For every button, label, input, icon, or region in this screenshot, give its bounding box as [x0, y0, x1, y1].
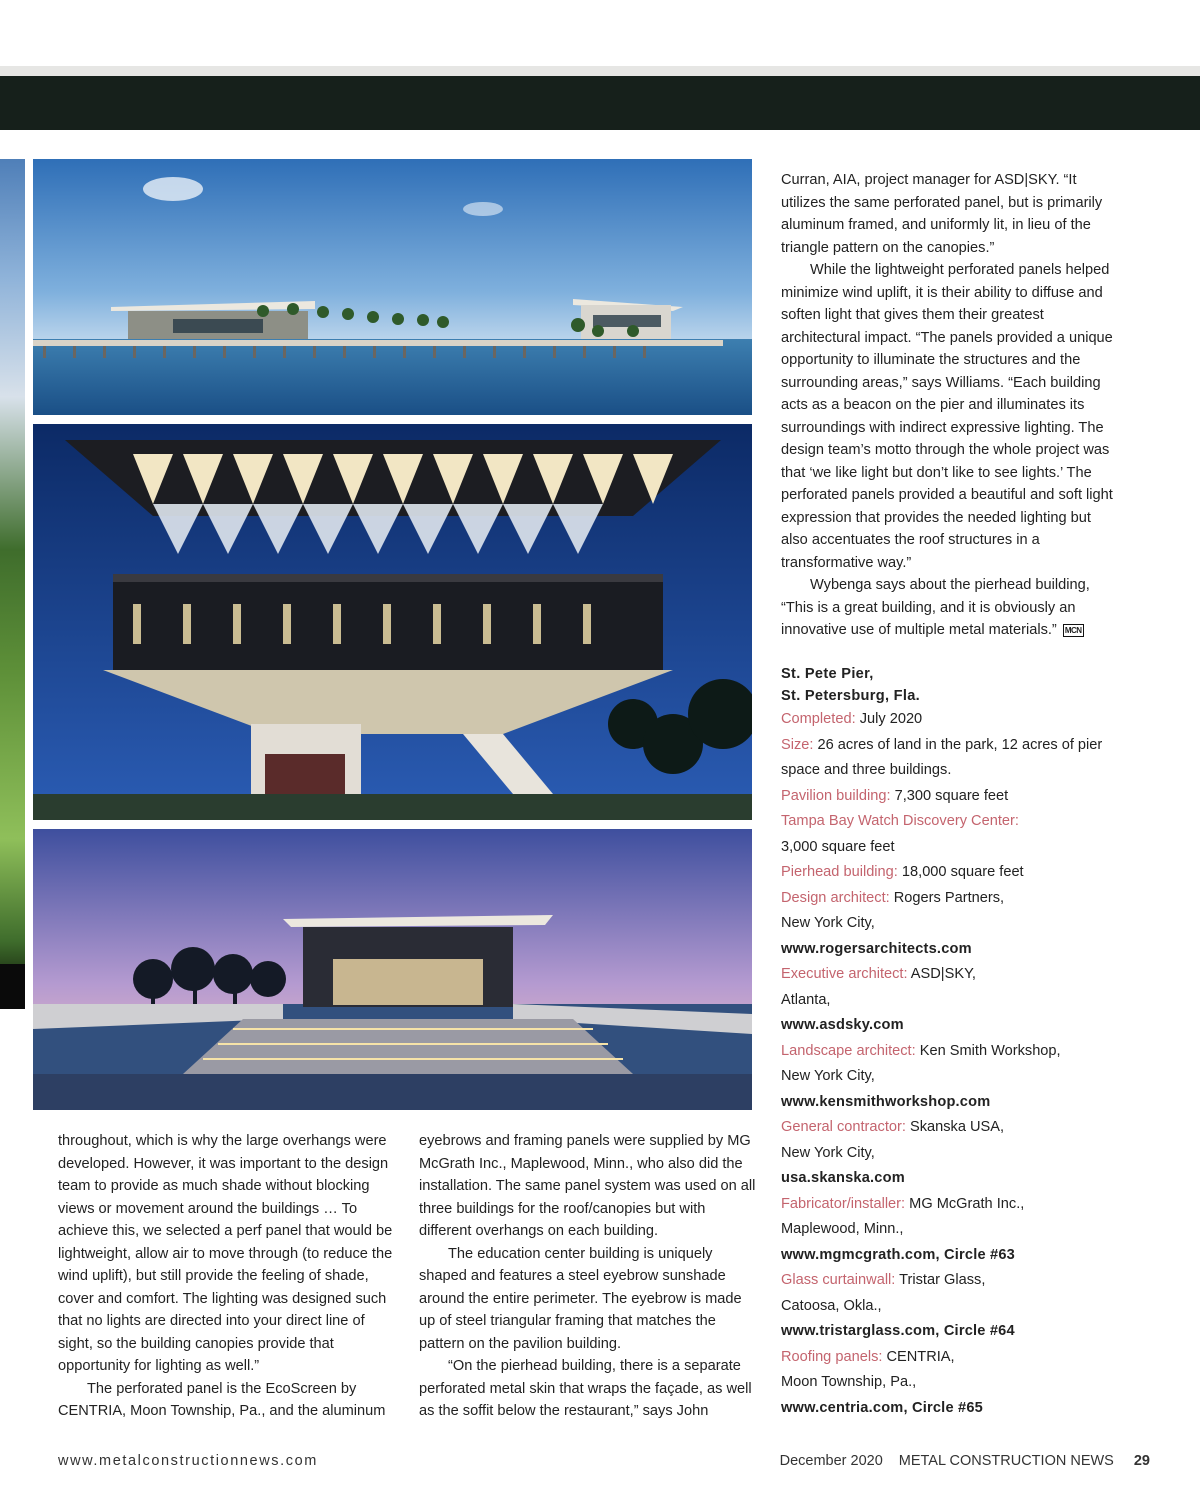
factbox-exec-url-link[interactable]: www.asdsky.com	[781, 1017, 904, 1033]
factbox-size: Size: 26 acres of land in the park, 12 acres of pier space and three buildings.	[781, 736, 1103, 778]
factbox-landscape-url-link[interactable]: www.kensmithworkshop.com	[781, 1093, 991, 1110]
article-column-2	[419, 1130, 759, 1423]
factbox-exec-city: Atlanta,	[781, 991, 831, 1008]
factbox-pavilion: Pavilion building: 7,300 square feet	[781, 787, 1009, 804]
photo-pierhead-building	[33, 424, 752, 820]
factbox-fab-city: Maplewood, Minn.,	[781, 1221, 904, 1237]
footer-magazine-name: METAL CONSTRUCTION NEWS	[898, 1453, 1114, 1469]
factbox-design-city: New York City,	[781, 915, 875, 931]
factbox-general-contractor: General contractor: Skanska USA,	[781, 1119, 1005, 1135]
header-band	[0, 76, 1200, 130]
factbox-title-line-1: St. Pete Pier,	[781, 666, 874, 682]
left-edge-photo-strip	[0, 159, 25, 1009]
factbox-fabricator: Fabricator/installer: MG McGrath Inc.,	[781, 1195, 1025, 1212]
factbox-gc-city: New York City,	[781, 1144, 875, 1161]
article-column-1	[58, 1130, 398, 1423]
factbox-glass-url-link[interactable]: www.tristarglass.com, Circle #64	[781, 1323, 1015, 1339]
project-fact-box	[781, 663, 1141, 1421]
article-column-3	[781, 169, 1116, 642]
factbox-glass: Glass curtainwall: Tristar Glass,	[781, 1272, 986, 1288]
col2-paragraph-3: “On the pierhead building, there is a separate perforated metal skin that wraps the façade, as well as the soffit below the restaurant,” says John	[419, 1358, 752, 1419]
col3-paragraph-2: While the lightweight perforated panels helped minimize wind uplift, it is their ability to diffuse and soften light that gives them their greatest architectural impact. “The panels provided a unique opportunity to illuminate the structures and the surrounding areas,” says Williams. “Each building acts as a beacon on the pier and illuminates its surroundings with indirect expressive lighting. The design team’s motto through the whole project was that ‘we like light but don’t like to see lights.’ The perforated panels provided a beautiful and soft light expression that provides the needed lighting but also accentuates the roof structures in a transformative way.”	[781, 262, 1113, 571]
footer-date: December 2020	[779, 1453, 883, 1469]
factbox-design-architect: Design architect: Rogers Partners,	[781, 889, 1005, 906]
factbox-fab-url-link[interactable]: www.mgmcgrath.com, Circle #63	[781, 1246, 1015, 1263]
factbox-roof-city: Moon Township, Pa.,	[781, 1374, 917, 1390]
factbox-roof-url-link[interactable]: www.centria.com, Circle #65	[781, 1399, 983, 1416]
factbox-gc-url-link[interactable]: usa.skanska.com	[781, 1170, 905, 1186]
col3-paragraph-1: Curran, AIA, project manager for ASD|SKY. “It utilizes the same perforated panel, but is primarily aluminum framed, and uniformly lit, in lieu of the triangle pattern on the canopies.”	[781, 172, 1103, 256]
factbox-completed: Completed: July 2020	[781, 711, 923, 727]
col3-paragraph-3	[781, 574, 1116, 642]
factbox-pierhead: Pierhead building: 18,000 square feet	[781, 864, 1024, 880]
footer-page-number: 29	[1133, 1453, 1150, 1469]
header-gray-rule	[0, 66, 1200, 76]
factbox-landscape-architect: Landscape architect: Ken Smith Workshop,	[781, 1042, 1061, 1059]
factbox-title-line-2: St. Petersburg, Fla.	[781, 688, 920, 704]
col2-paragraph-1: eyebrows and framing panels were supplied by MG McGrath Inc., Maplewood, Minn., who also did the installation. The same panel system was used on all three buildings for the roof/canopies but with different overhangs on each building.	[419, 1133, 756, 1239]
footer-website-link[interactable]: www.metalconstructionnews.com	[58, 1453, 318, 1469]
factbox-glass-city: Catoosa, Okla.,	[781, 1297, 882, 1314]
photo-pier-bay-view	[33, 159, 752, 415]
col3-paragraph-3-text: Wybenga says about the pierhead building, “This is a great building, and it is obviously an innovative use of multiple metal materials.”	[781, 577, 1090, 638]
factbox-landscape-city: New York City,	[781, 1068, 875, 1084]
factbox-roofing: Roofing panels: CENTRIA,	[781, 1348, 955, 1365]
col1-paragraph-2: The perforated panel is the EcoScreen by CENTRIA, Moon Township, Pa., and the aluminum	[58, 1380, 386, 1419]
footer-issue-info	[764, 1453, 1150, 1469]
col2-paragraph-2: The education center building is uniquely shaped and features a steel eyebrow sunshade around the entire perimeter. The eyebrow is made up of steel triangular framing that matches the pattern on the pavilion building.	[419, 1245, 742, 1352]
factbox-executive-architect: Executive architect: ASD|SKY,	[781, 966, 976, 982]
factbox-tampa-label: Tampa Bay Watch Discovery Center:	[781, 813, 1019, 829]
mcn-end-mark-icon: MCN	[1064, 626, 1082, 635]
factbox-tampa-value: 3,000 square feet	[781, 838, 895, 855]
left-edge-black-block	[0, 964, 25, 1009]
factbox-design-url-link[interactable]: www.rogersarchitects.com	[781, 940, 972, 957]
col1-paragraph-1: throughout, which is why the large overhangs were developed. However, it was important to the design team to provide as much shade without blocking views or movement around the buildings … To achieve this, we selected a perf panel that would be lightweight, allow air to move through (to reduce the wind uplift), but still provide the feeling of shade, cover and comfort. The lighting was designed such that no lights are directed into your direct line of sight, so the building canopies provide that opportunity for lighting as well.”	[58, 1133, 393, 1374]
photo-pavilion-dusk	[33, 829, 752, 1110]
